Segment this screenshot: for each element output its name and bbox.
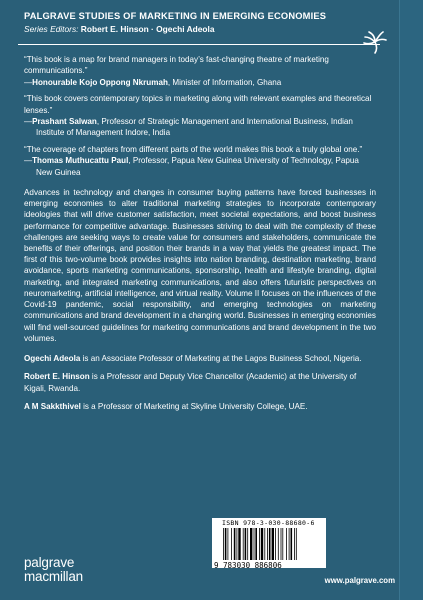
quote-attribution: —Thomas Muthucattu Paul, Professor, Papua New Guinea University of Technology, Papua New Guinea (24, 156, 359, 177)
publisher-name-line2: macmillan (24, 569, 83, 584)
bio-name: Robert E. Hinson (24, 372, 90, 382)
quote-text: “This book is a map for brand managers in today’s fast-changing theatre of marketing communications.” (24, 55, 329, 76)
quote-author-role: , Professor, Papua New Guinea University of Technology, Papua New Guinea (36, 156, 359, 177)
publisher-logo (24, 556, 83, 584)
book-description: Advances in technology and changes in consumer buying patterns have forced businesses in emerging economies to alter traditional marketing strategies to incorporate contemporary ideologies that will drive customer satisfaction, meet societal expectations, and boost business performance for competitive advantage. Businesses striving to deal with the complexity of these challenges are seeking ways to create value for consumers and stakeholders, communicate the benefits of their offerings, and position their brands in a way that yields the greatest impact. The first of this two-volume book provides insights into nation branding, destination marketing, brand avoidance, sports marketing communications, sponsorship, health and lifestyle branding, digital marketing, and integrated marketing communications, and also offers futuristic perspectives on neuromarketing, artificial intelligence, and virtual reality. Volume II focuses on the influences of the Covid-19 pandemic, social responsibility, and emerging technologies on marketing communications and brand development in a changing world. Businesses in emerging economies will find well-sourced guidelines for marketing communications and brand development in the two volumes. (24, 188, 376, 343)
series-editors (24, 23, 394, 36)
quote-author-role: , Minister of Information, Ghana (167, 77, 282, 87)
endorsement-quote (24, 144, 376, 178)
series-editors-names: Robert E. Hinson · Ogechi Adeola (80, 24, 215, 34)
bio-text: is an Associate Professor of Marketing at the Lagos Business School, Nigeria. (80, 353, 362, 363)
quote-author: Prashant Salwan (32, 117, 97, 127)
bio-name: Ogechi Adeola (24, 353, 81, 363)
quote-author-role: , Professor of Strategic Management and International Business, Indian Institute of Management Indore, India (36, 117, 353, 138)
quote-author: Thomas Muthucattu Paul (32, 156, 129, 166)
barcode-icon (222, 528, 322, 560)
quote-text: “The coverage of chapters from different parts of the world makes this book a truly global one.” (24, 144, 363, 154)
quote-author: Honourable Kojo Oppong Nkrumah (32, 77, 168, 87)
editor-bio (24, 371, 376, 394)
barcode-digits: 9 783030 886806 (214, 561, 282, 570)
book-spine (399, 0, 423, 600)
back-cover-content (24, 54, 376, 413)
isbn-label: ISBN 978-3-030-88680-6 (222, 519, 315, 527)
series-title: PALGRAVE STUDIES OF MARKETING IN EMERGING ECONOMIES (24, 11, 327, 21)
editor-bio (24, 353, 376, 364)
quote-attribution: —Prashant Salwan, Professor of Strategic Management and International Business, Indian Institute of Management Indore, India (24, 117, 353, 138)
header-rule (18, 44, 380, 45)
bio-text: is a Professor of Marketing at Skyline University College, UAE. (80, 402, 308, 412)
editor-bio (24, 401, 376, 412)
publisher-name-line1: palgrave (24, 555, 75, 570)
palgrave-flower-icon (361, 28, 389, 56)
series-editors-label: Series Editors: (24, 24, 79, 34)
bio-text: is a Professor and Deputy Vice Chancellor (Academic) at the University of Kigali, Rwanda. (24, 372, 357, 393)
endorsement-quote (24, 54, 376, 88)
publisher-url: www.palgrave.com (324, 576, 395, 585)
quote-text: “This book covers contemporary topics in marketing along with relevant examples and theoretical lenses.” (24, 94, 372, 115)
bio-name: A M Sakkthivel (24, 402, 81, 412)
series-header (24, 10, 394, 36)
endorsement-quote (24, 93, 376, 139)
quote-attribution: —Honourable Kojo Oppong Nkrumah, Minister of Information, Ghana (24, 77, 282, 87)
